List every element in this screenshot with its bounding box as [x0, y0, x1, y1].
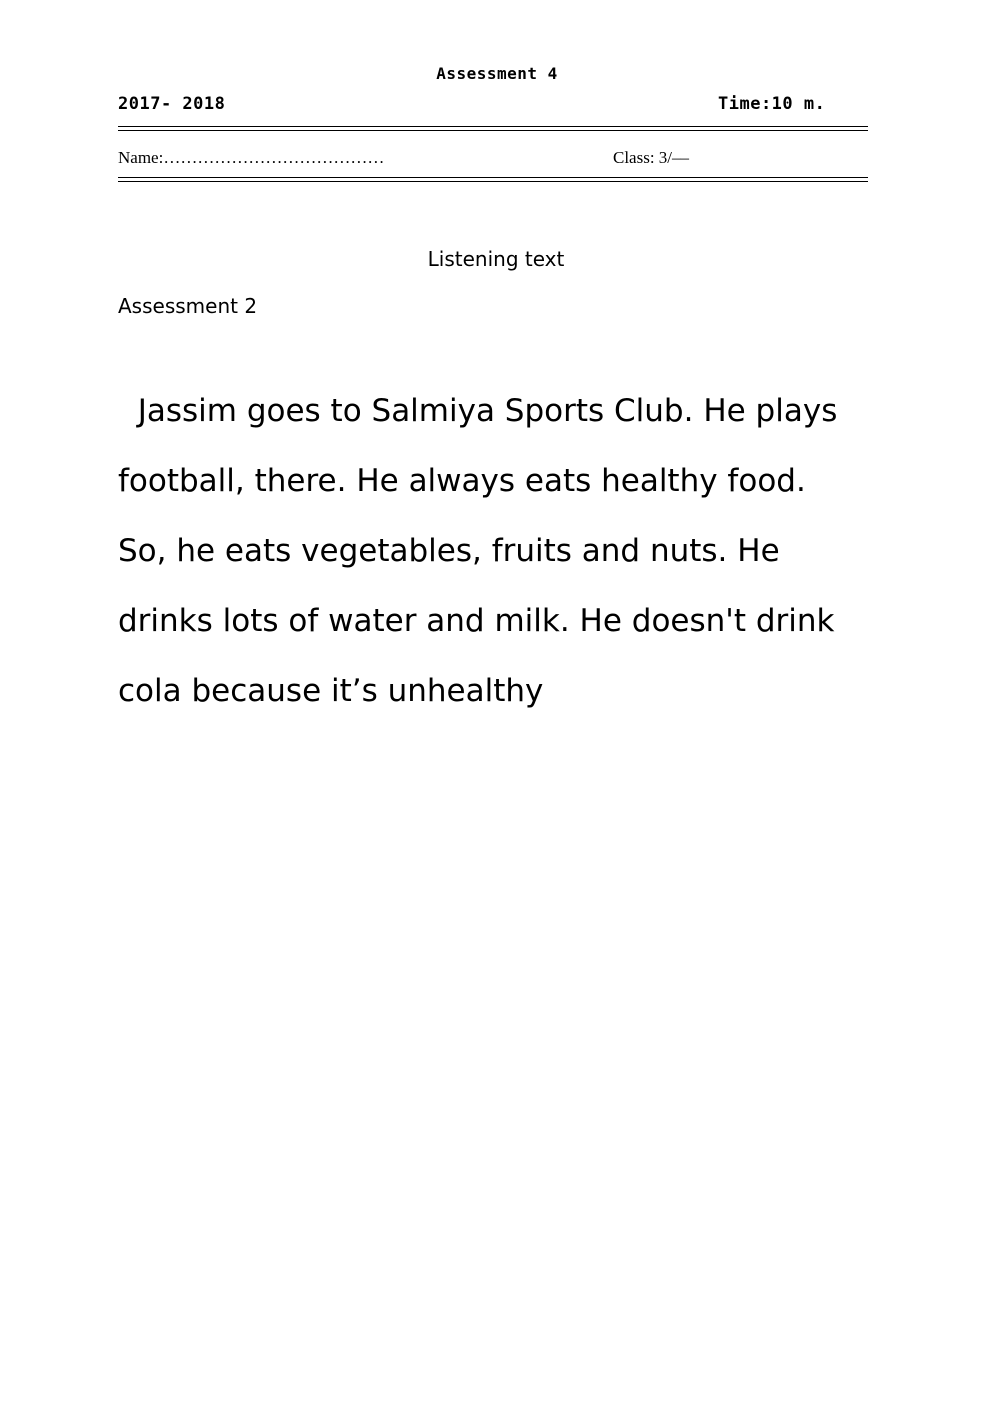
- top-divider: [118, 126, 868, 131]
- listening-passage: [118, 376, 898, 726]
- school-year: 2017- 2018: [118, 94, 226, 114]
- passage-line: drinks lots of water and milk. He doesn't drink: [118, 603, 835, 639]
- assessment-title: Assessment 4: [436, 64, 558, 83]
- bottom-divider: [118, 177, 868, 182]
- passage-line: So, he eats vegetables, fruits and nuts. He: [118, 533, 780, 569]
- passage-line: Jassim goes to Salmiya Sports Club. He plays: [118, 393, 838, 429]
- student-name-field: Name:…………………………………: [118, 148, 385, 167]
- sub-heading: Assessment 2: [118, 294, 258, 318]
- section-heading: Listening text: [427, 247, 565, 271]
- student-class-field: Class: 3/––: [613, 148, 690, 167]
- passage-line: football, there. He always eats healthy food.: [118, 463, 806, 499]
- passage-line: cola because it’s unhealthy: [118, 673, 544, 709]
- time-allowed: Time:10 m.: [718, 94, 826, 114]
